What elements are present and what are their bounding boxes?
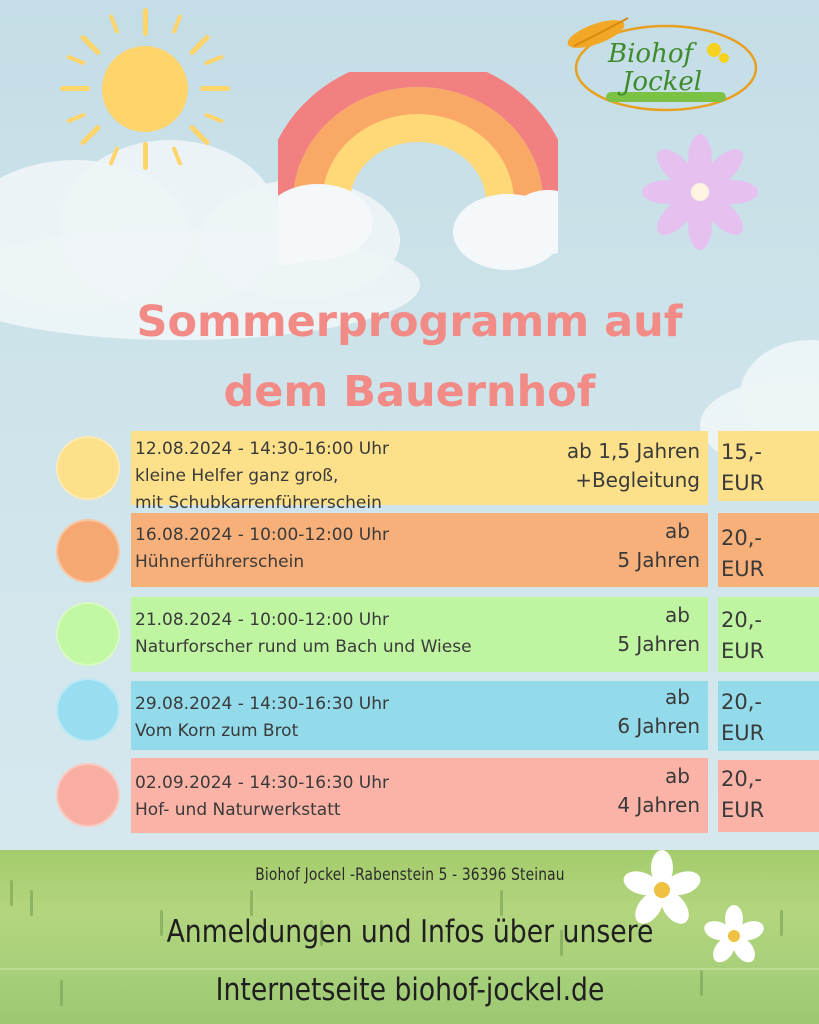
event-box (131, 758, 708, 833)
event-date-time: 16.08.2024 - 10:00-12:00 Uhr (135, 525, 390, 545)
event-age: ab 1,5 Jahren (566, 439, 700, 463)
event-currency: EUR (721, 639, 765, 663)
website-line[interactable]: Internetseite biohof-jockel.de (215, 972, 605, 1008)
event-age-2: 4 Jahren (617, 793, 700, 817)
event-box (131, 681, 708, 750)
event-currency: EUR (721, 798, 765, 822)
event-currency: EUR (721, 471, 765, 495)
event-date-time: 02.09.2024 - 14:30-16:30 Uhr (135, 773, 390, 793)
daisy-icon (700, 902, 768, 970)
rainbow-icon (278, 72, 558, 272)
event-currency: EUR (721, 557, 765, 581)
event-dot (56, 519, 120, 583)
event-dot (56, 436, 120, 500)
event-age-2: 5 Jahren (617, 548, 700, 572)
event-age: ab (665, 603, 690, 627)
event-dot (56, 602, 120, 666)
address-line: Biohof Jockel -Rabenstein 5 - 36396 Steinau (255, 865, 565, 885)
logo-line2: Jockel (622, 67, 703, 97)
event-age-2: +Begleitung (575, 468, 700, 492)
event-description-2: mit Schubkarrenführerschein (135, 493, 382, 513)
event-box (131, 597, 708, 672)
event-currency: EUR (721, 721, 765, 745)
event-age-2: 5 Jahren (617, 632, 700, 656)
event-description: Hof- und Naturwerkstatt (135, 800, 341, 820)
event-dot (56, 678, 120, 742)
event-price: 15,- (721, 440, 762, 464)
flower-icon (640, 132, 760, 252)
event-description: Naturforscher rund um Bach und Wiese (135, 637, 472, 657)
event-description: Hühnerführerschein (135, 552, 305, 572)
event-description: kleine Helfer ganz groß, (135, 466, 339, 486)
biohof-jockel-logo (566, 10, 766, 114)
event-age: ab (665, 764, 690, 788)
event-price: 20,- (721, 608, 762, 632)
event-price: 20,- (721, 767, 762, 791)
event-date-time: 29.08.2024 - 14:30-16:30 Uhr (135, 694, 390, 714)
event-box (131, 431, 708, 513)
event-box (131, 513, 708, 587)
logo-line1: Biohof (608, 39, 694, 69)
page-title-line1: Sommerprogramm auf (136, 297, 683, 347)
event-age: ab (665, 519, 690, 543)
event-price: 20,- (721, 690, 762, 714)
event-date-time: 21.08.2024 - 10:00-12:00 Uhr (135, 610, 390, 630)
event-price: 20,- (721, 526, 762, 550)
event-price-box (718, 597, 819, 672)
event-age-2: 6 Jahren (617, 714, 700, 738)
event-date-time: 12.08.2024 - 14:30-16:00 Uhr (135, 439, 390, 459)
event-age: ab (665, 685, 690, 709)
page-title-line2: dem Bauernhof (223, 367, 596, 417)
event-price-box (718, 431, 819, 501)
event-price-box (718, 681, 819, 751)
event-price-box (718, 513, 819, 587)
event-price-box (718, 760, 819, 832)
event-description: Vom Korn zum Brot (135, 721, 299, 741)
info-line1: Anmeldungen und Infos über unsere (166, 914, 654, 950)
event-dot (56, 763, 120, 827)
